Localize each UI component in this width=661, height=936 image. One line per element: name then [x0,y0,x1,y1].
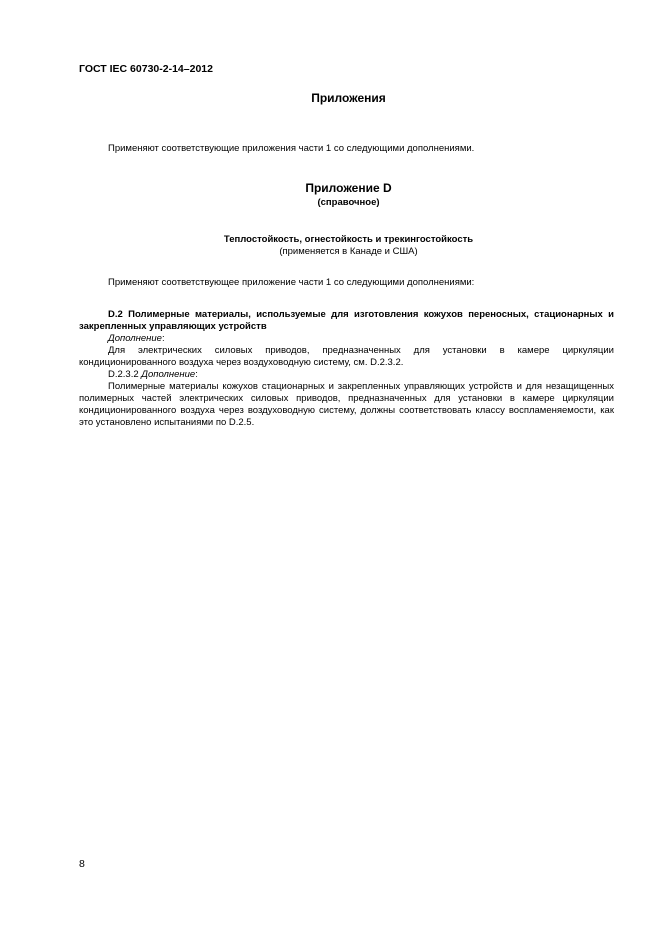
section-title: Приложения [311,91,386,105]
addition-label: Дополнение [108,333,162,344]
annex-intro: Применяют соответствующее приложение части 1 со следующими дополнениями: [108,277,475,288]
annex-subtitle: (справочное) [317,197,380,208]
clause-heading: D.2 Полимерные материалы, используемые для изготовления кожухов переносных, стационарных и закрепленных управляющих устройств [79,309,614,332]
annex-title: Приложение D [305,181,392,195]
sub-clause-label: Дополнение [141,369,196,380]
annex-scope: (применяется в Канаде и США) [279,246,418,257]
page-number: 8 [79,858,85,870]
sub-clause-number: D.2.3.2 [108,369,139,380]
addition-text: Для электрических силовых приводов, предназначенных для установки в камере циркуляции кондиционированного воздуха через воздуховодную систему, см. D.2.3.2. [79,345,614,368]
document-code: ГОСТ IEC 60730-2-14–2012 [79,63,213,75]
sub-clause-text: Полимерные материалы кожухов стационарных и закрепленных управляющих устройств и для незащищенных полимерных частей электрических силовых приводов, предназначенных для установки в камере циркуляции кондиционированного воздуха через воздуховодную систему, должны соответствовать классу воспламеняемости, как это установлено испытаниями по D.2.5. [79,381,614,428]
annex-heading: Теплостойкость, огнестойкость и трекингостойкость [223,234,474,245]
addition-label-line: Дополнение: [108,333,165,344]
clause-d2 [79,309,614,429]
section-intro: Применяют соответствующие приложения части 1 со следующими дополнениями. [108,143,475,154]
sub-clause-line: D.2.3.2 Дополнение: [108,369,198,380]
